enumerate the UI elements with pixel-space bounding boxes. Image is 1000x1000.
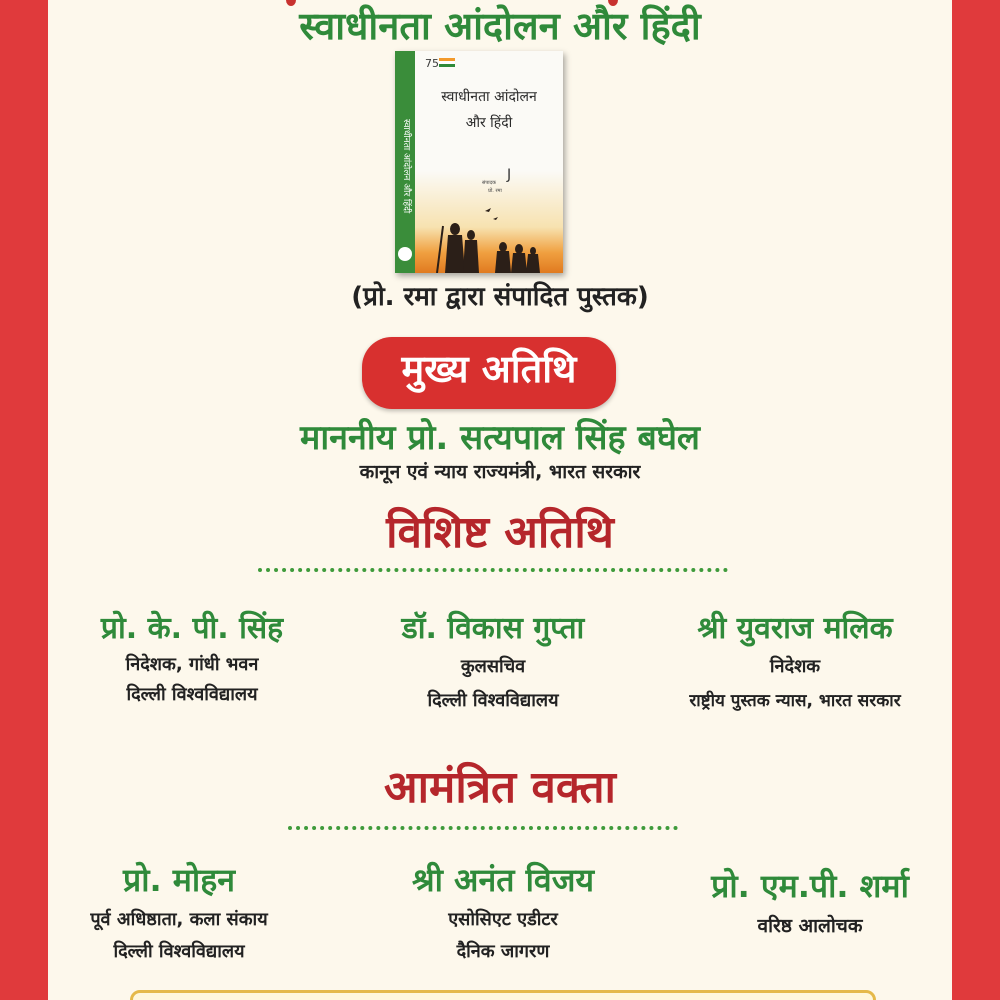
book-spine-text: स्वाधीनता आंदोलन और हिंदी bbox=[401, 118, 411, 214]
speaker-name: श्री अनंत विजय bbox=[411, 861, 595, 899]
content-panel bbox=[48, 0, 952, 1000]
special-guest-line2: दिल्ली विश्वविद्यालय bbox=[126, 684, 258, 705]
cover-editor-label: संपादक bbox=[481, 180, 497, 186]
speakers-heading: आमंत्रित वक्ता bbox=[384, 762, 616, 813]
book-cover-image bbox=[395, 51, 563, 273]
speaker-name: प्रो. मोहन bbox=[123, 861, 235, 899]
chief-guest-badge bbox=[362, 337, 616, 409]
book-front bbox=[415, 51, 563, 273]
cover-title-line1: स्वाधीनता आंदोलन bbox=[441, 89, 537, 105]
special-guest-line1: निदेशक bbox=[769, 656, 821, 677]
speaker-line1: एसोसिएट एडीटर bbox=[448, 909, 558, 930]
event-title: स्वाधीनता आंदोलन और हिंदी bbox=[299, 4, 701, 48]
svg-text:J: J bbox=[507, 167, 512, 183]
speaker-line2: दिल्ली विश्वविद्यालय bbox=[113, 941, 245, 962]
speaker-3 bbox=[668, 862, 952, 942]
special-guest-line2: दिल्ली विश्वविद्यालय bbox=[427, 690, 559, 711]
chief-guest-name: माननीय प्रो. सत्यपाल सिंह बघेल bbox=[300, 418, 700, 458]
dotted-divider bbox=[288, 826, 678, 830]
special-guest-3 bbox=[638, 608, 952, 718]
special-guest-name: डॉ. विकास गुप्ता bbox=[401, 611, 585, 646]
speaker-name: प्रो. एम.पी. शर्मा bbox=[711, 867, 909, 905]
book-spine bbox=[395, 51, 415, 273]
editor-note: (प्रो. रमा द्वारा संपादित पुस्तक) bbox=[351, 282, 649, 312]
special-guest-line1: निदेशक, गांधी भवन bbox=[125, 654, 259, 675]
chief-guest-designation: कानून एवं न्याय राज्यमंत्री, भारत सरकार bbox=[359, 461, 641, 483]
speaker-line1: पूर्व अधिष्ठाता, कला संकाय bbox=[90, 909, 268, 930]
special-guest-name: श्री युवराज मलिक bbox=[697, 611, 893, 646]
special-guests-heading: विशिष्ट अतिथि bbox=[386, 507, 614, 558]
speaker-line2: दैनिक जागरण bbox=[456, 941, 550, 962]
bottom-banner bbox=[130, 990, 876, 1000]
special-guest-name: प्रो. के. पी. सिंह bbox=[100, 611, 284, 646]
special-guest-line2: राष्ट्रीय पुस्तक न्यास, भारत सरकार bbox=[689, 691, 901, 711]
special-guest-2 bbox=[348, 608, 638, 718]
dotted-divider bbox=[258, 568, 728, 572]
speaker-line1: वरिष्ठ आलोचक bbox=[757, 915, 863, 937]
special-guest-1 bbox=[48, 608, 336, 710]
publisher-logo-icon bbox=[398, 247, 412, 261]
cover-artwork bbox=[415, 51, 563, 273]
speaker-2 bbox=[358, 856, 648, 968]
cover-title-line2: और हिंदी bbox=[465, 115, 513, 131]
cover-editor-name: प्रो. रमा bbox=[488, 188, 502, 194]
speaker-1 bbox=[48, 856, 310, 968]
chief-guest-heading: मुख्य अतिथि bbox=[401, 347, 577, 391]
special-guest-line1: कुलसचिव bbox=[460, 656, 526, 677]
cover-logo-text: 75 bbox=[425, 57, 439, 70]
